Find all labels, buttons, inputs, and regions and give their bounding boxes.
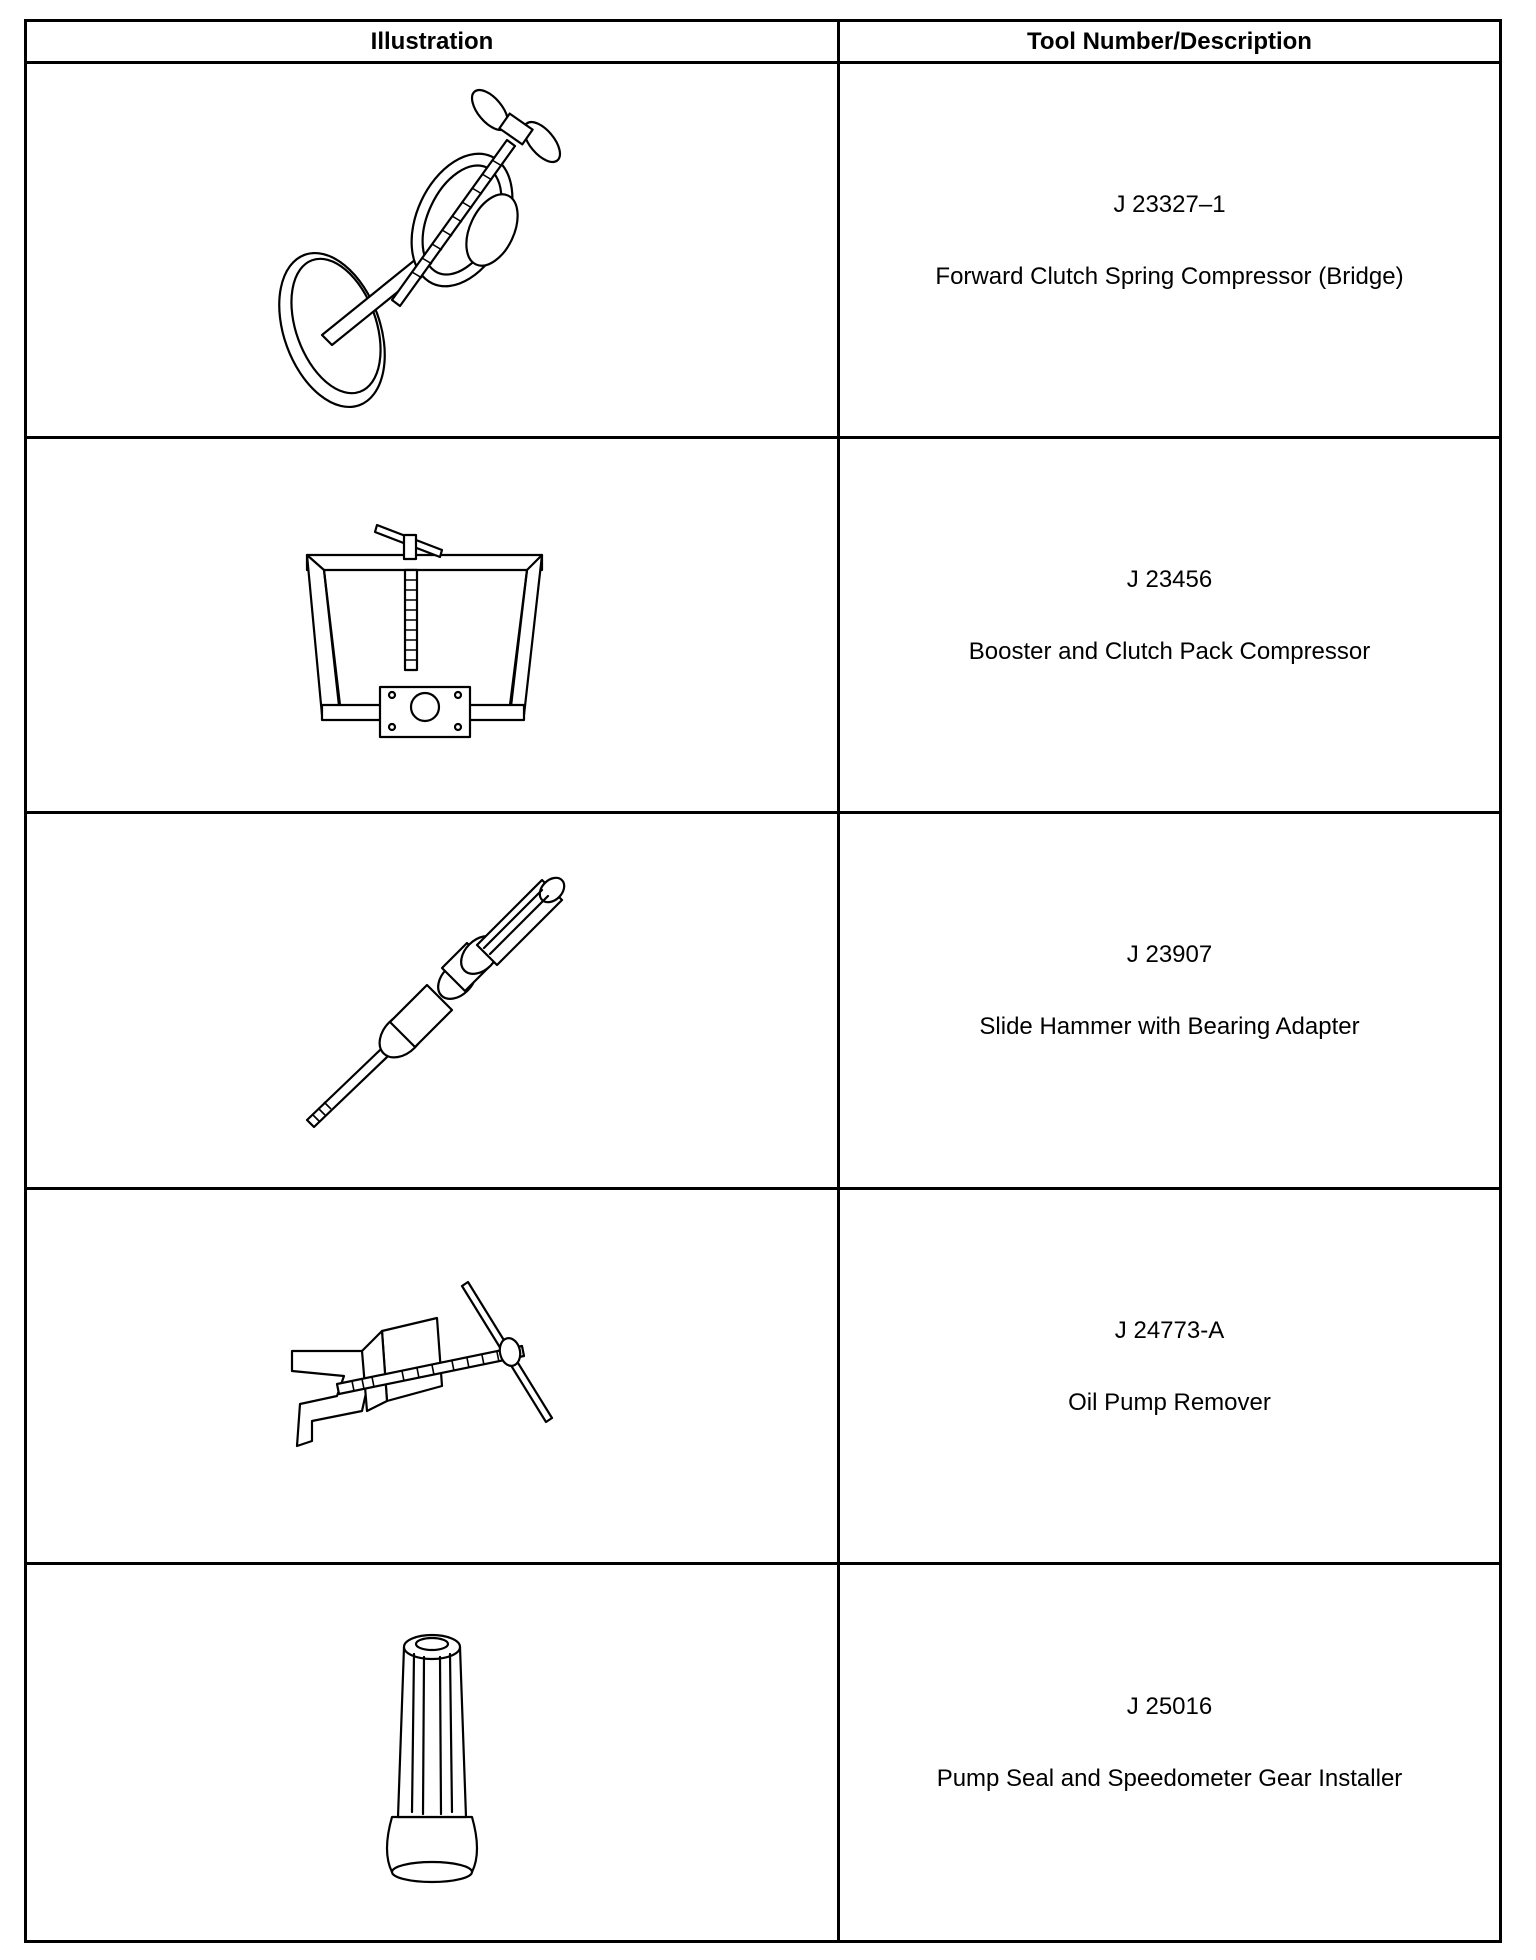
spring-compressor-icon: [252, 80, 612, 420]
header-tool-description: Tool Number/Description: [840, 22, 1499, 64]
tool-description: Oil Pump Remover: [1068, 1388, 1271, 1416]
illustration-cell: [27, 1565, 840, 1940]
tool-description-cell: [840, 439, 1499, 814]
illustration-cell: [27, 1190, 840, 1565]
tool-number: J 23456: [1126, 566, 1213, 594]
tool-description-cell: [840, 64, 1499, 439]
tool-description-cell: [840, 1190, 1499, 1565]
oil-pump-remover-icon: [252, 1206, 612, 1546]
illustration-cell: [27, 814, 840, 1189]
header-illustration: Illustration: [27, 22, 840, 64]
tool-number: J 24773-A: [1114, 1316, 1225, 1344]
tool-description: Slide Hammer with Bearing Adapter: [979, 1013, 1360, 1041]
illustration-cell: [27, 439, 840, 814]
illustration-cell: [27, 64, 840, 439]
tool-table: [24, 19, 1502, 1943]
tool-number: J 23907: [1126, 941, 1213, 969]
tool-description: Forward Clutch Spring Compressor (Bridge): [935, 263, 1404, 291]
tool-description: Booster and Clutch Pack Compressor: [968, 638, 1371, 666]
tool-description-cell: [840, 814, 1499, 1189]
slide-hammer-icon: [252, 830, 612, 1170]
tool-description: Pump Seal and Speedometer Gear Installer: [936, 1765, 1403, 1793]
tool-number: J 23327–1: [1113, 191, 1226, 219]
gear-installer-icon: [252, 1582, 612, 1922]
clutch-pack-compressor-icon: [252, 455, 612, 795]
tool-description-cell: [840, 1565, 1499, 1940]
tool-number: J 25016: [1126, 1693, 1213, 1721]
